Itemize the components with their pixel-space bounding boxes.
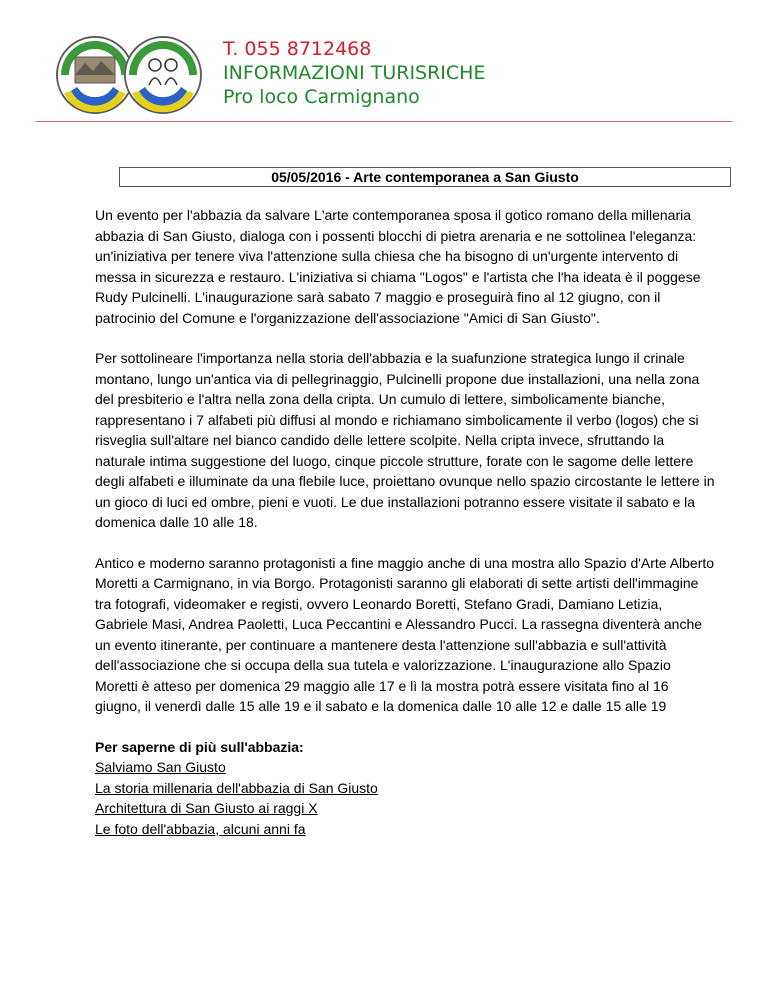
landscape-seal-icon [57, 37, 133, 113]
link-storia-abbazia[interactable]: La storia millenaria dell'abbazia di San Giusto [95, 779, 378, 796]
article-title: 05/05/2016 - Arte contemporanea a San Giusto [119, 167, 731, 187]
paragraph-3: Antico e moderno saranno protagonisti a fine maggio anche di una mostra allo Spazio d'Arte Alberto Moretti a Carmignano, in via Borgo. Protagonisti saranno gli elaborati di sette artisti dell'immagine tra fotografi, videomaker e registi, ovvero Leonardo Boretti, Stefano Gradi, Damiano Letizia, Gabriele Masi, Andrea Paoletti, Luca Peccantini e Alessandro Pucci. La rassegna diventerà anche un evento itinerante, per continuare a mantenere desta l'attenzione sull'abbazia e sull'attività dell'associazione che si occupa della sua tutela e valorizzazione. L'inaugurazione allo Spazio Moretti è atteso per domenica 29 maggio alle 17 e lì la mostra potrà essere visitata fino al 16 giugno, il venerdì dalle 15 alle 19 e il sabato e la domenica dalle 10 alle 12 e dalle 15 alle 19 [95, 554, 715, 714]
link-salviamo-san-giusto[interactable]: Salviamo San Giusto [95, 759, 226, 775]
more-info-heading: Per saperne di più sull'abbazia: [95, 738, 304, 755]
link-foto-abbazia[interactable]: Le foto dell'abbazia, alcuni anni fa [95, 820, 306, 837]
page-header [0, 0, 768, 124]
related-links [95, 757, 715, 839]
link-architettura-raggi-x[interactable]: Architettura di San Giusto ai raggi X [95, 800, 318, 816]
header-divider [36, 121, 732, 122]
header-text [223, 37, 485, 109]
figures-seal-icon [125, 37, 201, 113]
paragraph-2: Per sottolineare l'importanza nella storia dell'abbazia e la suafunzione strategica lungo il crinale montano, lungo un'antica via di pellegrinaggio, Pulcinelli propone due installazioni, una nella zona del presbiterio e l'altra nella zona della cripta. Un cumulo di lettere, simbolicamente bianche, rappresentano i 7 alfabeti più diffusi al mondo e richiamano simbolicamente il verbo (logos) che si risveglia sull'altare nel bianco candido delle lettere scolpite. Nella cripta invece, sfruttando la naturale intima suggestione del luogo, cinque piccole strutture, forate con le sagome delle lettere degli alfabeti e illuminate da una flebile luce, proiettano ovunque nello spazio circostante le lettere in un gioco di luci ed ombre, pieni e vuoti. Le due installazioni potranno essere visitate il sabato e la domenica dalle 10 alle 18. [95, 350, 715, 530]
logo-group [55, 35, 205, 115]
phone-number: T. 055 8712468 [223, 38, 372, 60]
paragraph-1: Un evento per l'abbazia da salvare L'arte contemporanea sposa il gotico romano della millenaria abbazia di San Giusto, dialoga con i possenti blocchi di pietra arenaria e ne sottolinea l'eleganza: un'iniziativa per tenere viva l'attenzione sulla chiesa che ha bisogno di un'urgente intervento di messa in sicurezza e restauro. L'iniziativa si chiama "Logos" e l'artista che l'ha ideata è il poggese Rudy Pulcinelli. L'inaugurazione sarà sabato 7 maggio e proseguirà fino al 12 giugno, con il patrocinio del Comune e l'organizzazione dell'associazione "Amici di San Giusto". [95, 207, 701, 326]
organization-name: Pro loco Carmignano [223, 86, 420, 108]
info-label: INFORMAZIONI TURISRICHE [223, 62, 486, 84]
article-body [95, 205, 715, 839]
